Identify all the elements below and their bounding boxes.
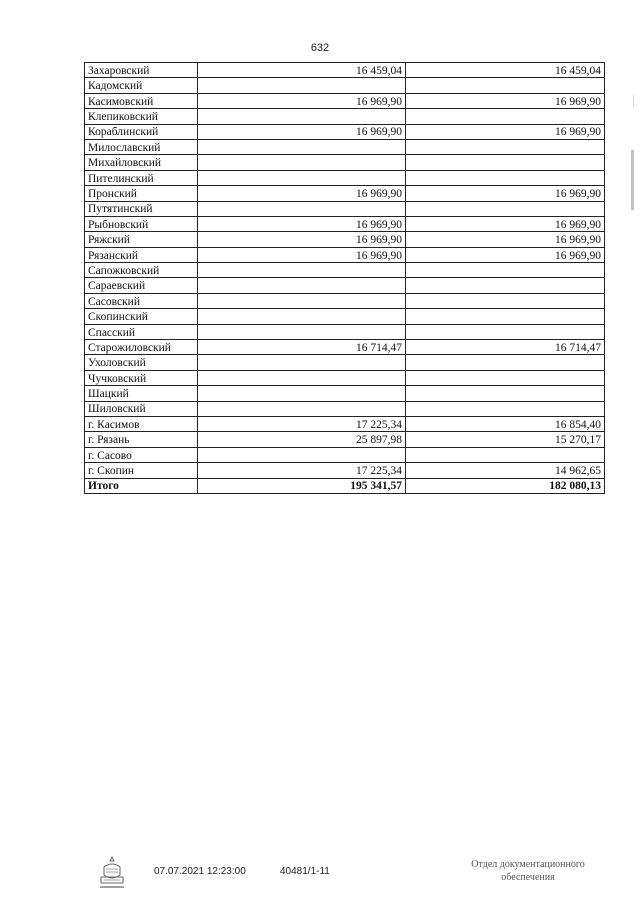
value-column-2: 16 714,47 [406,340,605,355]
table-row [85,416,605,431]
table-row [85,247,605,262]
total-row [85,478,605,493]
district-name: Итого [85,478,198,493]
district-name: Сапожковский [85,263,198,278]
value-column-1: 16 714,47 [198,340,406,355]
table-row [85,201,605,216]
district-name: Михайловский [85,155,198,170]
value-column-1 [198,201,406,216]
value-column-2 [406,386,605,401]
emblem-icon [98,855,126,891]
value-column-1 [198,78,406,93]
district-name: Старожиловский [85,340,198,355]
value-column-2 [406,155,605,170]
value-column-2 [406,109,605,124]
value-column-2 [406,139,605,154]
district-name: Путятинский [85,201,198,216]
value-column-1: 17 225,34 [198,463,406,478]
value-column-1 [198,278,406,293]
table-row [85,186,605,201]
page-number: 632 [310,42,330,54]
value-column-2: 16 969,90 [406,247,605,262]
value-column-2: 182 080,13 [406,478,605,493]
table-row [85,124,605,139]
table-row [85,170,605,185]
value-column-1: 16 969,90 [198,124,406,139]
district-name: г. Касимов [85,416,198,431]
table-row [85,401,605,416]
budget-table [84,62,605,494]
value-column-1 [198,293,406,308]
value-column-1: 16 969,90 [198,93,406,108]
table-row [85,386,605,401]
district-name: Кадомский [85,78,198,93]
value-column-2 [406,401,605,416]
district-name: Спасский [85,324,198,339]
value-column-1 [198,447,406,462]
value-column-2: 16 459,04 [406,63,605,78]
value-column-1 [198,401,406,416]
district-name: Ряжский [85,232,198,247]
value-column-2: 16 969,90 [406,232,605,247]
value-column-2 [406,447,605,462]
value-column-2: 16 969,90 [406,216,605,231]
table-row [85,340,605,355]
district-name: Касимовский [85,93,198,108]
district-name: Ухоловский [85,355,198,370]
table-row [85,278,605,293]
table-row [85,324,605,339]
value-column-2 [406,201,605,216]
scan-mark [633,95,634,107]
value-column-1 [198,263,406,278]
district-name: Сасовский [85,293,198,308]
value-column-1 [198,139,406,154]
table-row [85,109,605,124]
district-name: Пронский [85,186,198,201]
footer-department [448,858,608,884]
value-column-1 [198,170,406,185]
value-column-1 [198,109,406,124]
value-column-2: 16 854,40 [406,416,605,431]
district-name: Милославский [85,139,198,154]
value-column-1: 25 897,98 [198,432,406,447]
value-column-2: 16 969,90 [406,186,605,201]
value-column-2: 15 270,17 [406,432,605,447]
table-body [85,63,605,494]
value-column-2 [406,324,605,339]
value-column-1: 16 969,90 [198,186,406,201]
district-name: Рязанский [85,247,198,262]
value-column-1 [198,155,406,170]
district-name: г. Рязань [85,432,198,447]
value-column-1: 16 459,04 [198,63,406,78]
table-row [85,370,605,385]
district-name: г. Сасово [85,447,198,462]
district-name: Захаровский [85,63,198,78]
value-column-1: 17 225,34 [198,416,406,431]
value-column-2 [406,293,605,308]
table-row [85,355,605,370]
table-row [85,63,605,78]
scan-mark [631,150,634,210]
value-column-2 [406,278,605,293]
value-column-1 [198,386,406,401]
table-row [85,93,605,108]
district-name: Шиловский [85,401,198,416]
district-name: Рыбновский [85,216,198,231]
table-row [85,447,605,462]
value-column-2 [406,370,605,385]
footer-datetime: 07.07.2021 12:23:00 [154,866,246,877]
value-column-2 [406,355,605,370]
value-column-2 [406,170,605,185]
district-name: Шацкий [85,386,198,401]
table-row [85,432,605,447]
district-name: Кораблинский [85,124,198,139]
table-row [85,216,605,231]
value-column-1: 16 969,90 [198,247,406,262]
value-column-2 [406,263,605,278]
table-row [85,78,605,93]
value-column-1 [198,355,406,370]
value-column-2: 16 969,90 [406,124,605,139]
value-column-1: 16 969,90 [198,216,406,231]
value-column-2: 14 962,65 [406,463,605,478]
footer-reg-number: 40481/1-11 [280,866,330,877]
district-name: Скопинский [85,309,198,324]
value-column-1 [198,370,406,385]
value-column-1 [198,324,406,339]
district-name: г. Скопин [85,463,198,478]
table-row [85,263,605,278]
table-row [85,155,605,170]
table-row [85,232,605,247]
table-row [85,309,605,324]
district-name: Пителинский [85,170,198,185]
table-row [85,463,605,478]
value-column-2: 16 969,90 [406,93,605,108]
footer-department-line1: Отдел документационного [471,859,585,870]
value-column-1 [198,309,406,324]
district-name: Клепиковский [85,109,198,124]
district-name: Чучковский [85,370,198,385]
table-row [85,139,605,154]
footer [0,855,640,895]
table-row [85,293,605,308]
footer-department-line2: обеспечения [501,872,555,883]
district-name: Сараевский [85,278,198,293]
value-column-2 [406,78,605,93]
value-column-1: 195 341,57 [198,478,406,493]
value-column-2 [406,309,605,324]
value-column-1: 16 969,90 [198,232,406,247]
